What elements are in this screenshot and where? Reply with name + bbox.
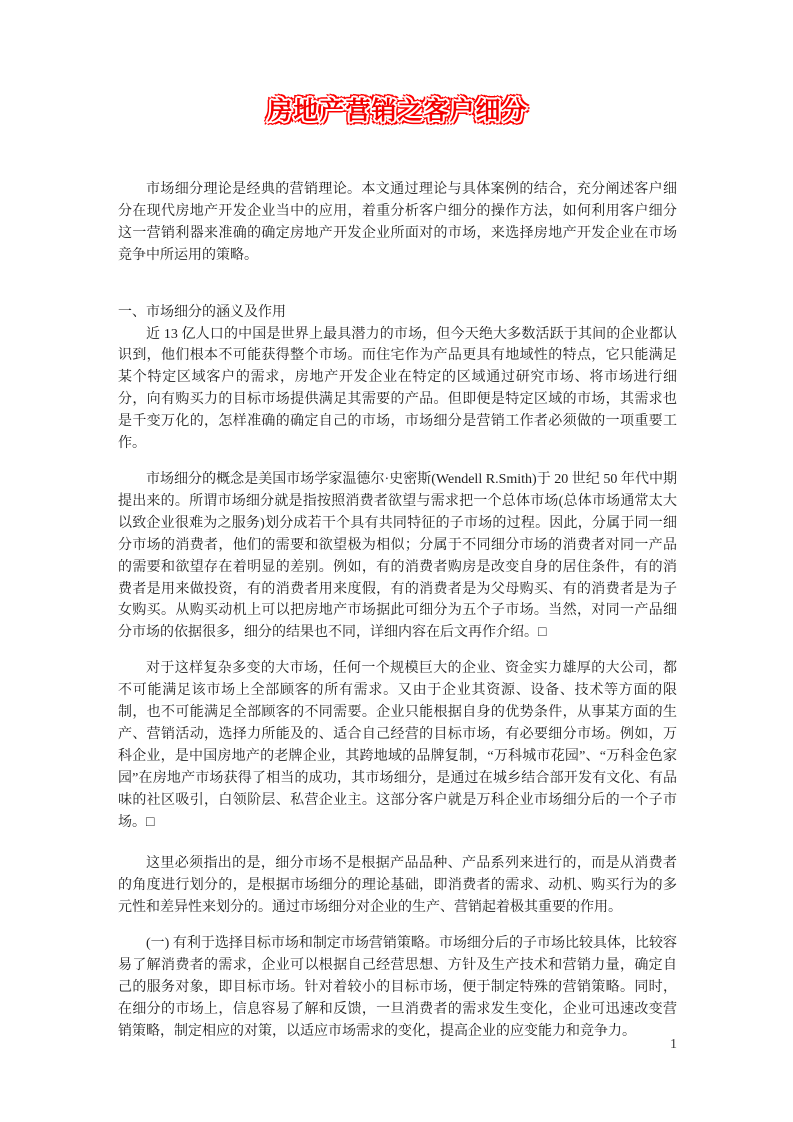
body-paragraph: 对于这样复杂多变的大市场，任何一个规模巨大的企业、资金实力雄厚的大公司，都不可能满足该市场上全部顾客的所有需求。又由于企业其资源、设备、技术等方面的限制，也不可能满足全部顾客的不同需要。企业只能根据自身的优势条件，从事某方面的生产、营销活动，选择力所能及的、适合自己经营的目标市场，有必要细分市场。例如，万科企业，是中国房地产的老牌企业，其跨地域的品牌复制，“万科城市花园”、“万科金色家园”在房地产市场获得了相当的成功，其市场细分，是通过在城乡结合部开发有文化、有品味的社区吸引，白领阶层、私营企业主。这部分客户就是万科企业市场细分后的一个子市场。□ — [118, 661, 677, 830]
body-paragraph: 近 13 亿人口的中国是世界上最具潜力的市场，但今天绝大多数活跃于其间的企业都认识到，他们根本不可能获得整个市场。而住宅作为产品更具有地域性的特点，它只能满足某个特定区域客户的需求，房地产开发企业在特定的区域通过研究市场、将市场进行细分，向有购买力的目标市场提供满足其需要的产品。但即便是特定区域的市场，其需求也是千变万化的，怎样准确的确定自己的市场，市场细分是营销工作者必须做的一项重要工作。 — [118, 326, 677, 452]
body-paragraph: 市场细分的概念是美国市场学家温德尔·史密斯(Wendell R.Smith)于 20 世纪 50 年代中期提出来的。所谓市场细分就是指按照消费者欲望与需求把一个总体市场(总体市场通常太大以致企业很难为之服务)划分成若干个具有共同特征的子市场的过程。因此，分属于同一细分市场的消费者，他们的需要和欲望极为相似；分属于不同细分市场的消费者对同一产品的需要和欲望存在着明显的差别。例如，有的消费者购房是改变自身的居住条件，有的消费者是用来做投资，有的消费者用来度假，有的消费者是为父母购买、有的消费者是为子女购买。从购买动机上可以把房地产市场据此可细分为五个子市场。当然，对同一产品细分市场的依据很多，细分的结果也不同，详细内容在后文再作介绍。□ — [118, 471, 677, 641]
intro-paragraph: 市场细分理论是经典的营销理论。本文通过理论与具体案例的结合，充分阐述客户细分在现代房地产开发企业当中的应用，着重分析客户细分的操作方法，如何利用客户细分这一营销利器来准确的确定房地产开发企业所面对的市场，来选择房地产开发企业在市场竞争中所运用的策略。 — [118, 182, 677, 263]
body-paragraph: 这里必须指出的是，细分市场不是根据产品品种、产品系列来进行的，而是从消费者的角度进行划分的，是根据市场细分的理论基础，即消费者的需求、动机、购买行为的多元性和差异性来划分的。通过市场细分对企业的生产、营销起着极其重要的作用。 — [118, 856, 677, 916]
document-body — [118, 0, 677, 1043]
page-number: 1 — [670, 1037, 677, 1052]
section-heading: 一、市场细分的涵义及作用 — [118, 304, 286, 320]
body-paragraph: (一) 有利于选择目标市场和制定市场营销策略。市场细分后的子市场比较具体，比较容易了解消费者的需求，企业可以根据自己经营思想、方针及生产技术和营销力量，确定自己的服务对象，即目标市场。针对着较小的目标市场，便于制定特殊的营销策略。同时，在细分的市场上，信息容易了解和反馈，一旦消费者的需求发生变化，企业可迅速改变营销策略，制定相应的对策，以适应市场需求的变化，提高企业的应变能力和竞争力。 — [118, 936, 677, 1039]
document-title: 房地产营销之客户细分 — [267, 96, 528, 125]
